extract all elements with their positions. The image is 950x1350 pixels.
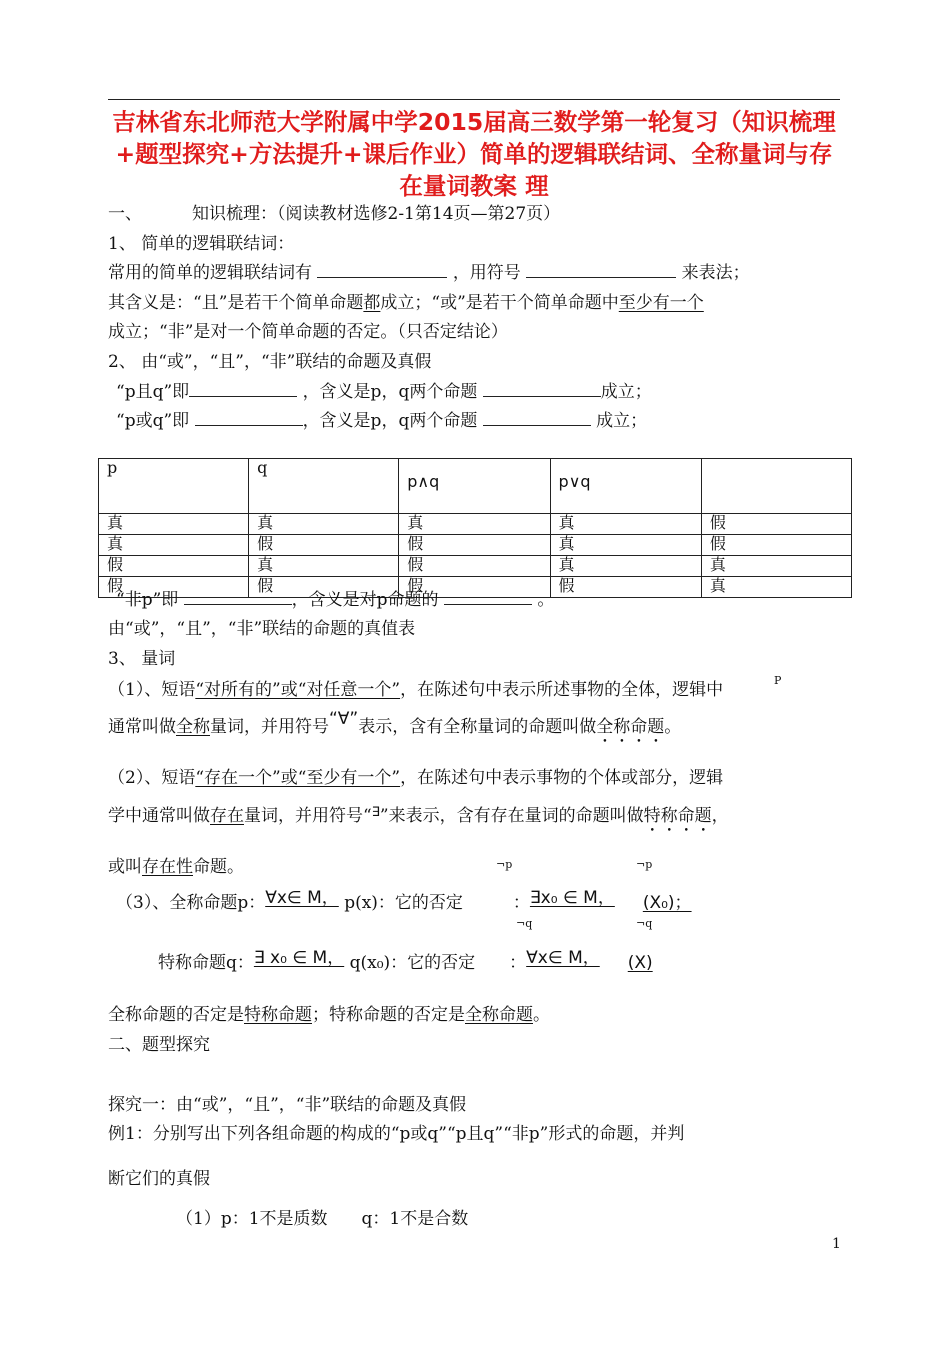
section-number: 一、 [108, 204, 142, 224]
table-cell: 假 [550, 577, 701, 598]
not-definition [116, 589, 554, 611]
text: ，用符号 [452, 263, 521, 283]
existential-quantifier-line3 [108, 856, 244, 878]
example-1-line1: 例1：分别写出下列各组命题的构成的“p或q”“p且q”“非p”形式的命题，并判 [108, 1124, 685, 1144]
text: 。 [664, 717, 682, 737]
example-1-line2: 断它们的真假 [108, 1169, 210, 1189]
table-cell: 真 [249, 556, 399, 577]
text: 量词，并用符号“ [244, 806, 372, 826]
truth-table-caption: 由“或”，“且”，“非”联结的命题的真值表 [108, 619, 416, 639]
neg-p-label: ¬p [636, 858, 653, 871]
table-cell: 假 [249, 535, 399, 556]
table-row [99, 556, 852, 577]
table-header-row [99, 459, 852, 514]
forall-symbol: “∀” [329, 709, 359, 729]
section-heading: 知识梳理：（阅读教材选修2-1第14页—第27页） [192, 204, 561, 224]
text: 常用的简单的逻辑联结词有 [108, 263, 312, 283]
blank-and-truth[interactable] [483, 381, 601, 397]
underlined-text: “对所有的”或“对任意一个” [195, 680, 401, 700]
text: （1）、短语 [108, 680, 196, 700]
negation-expression: ∀x∈ M， [526, 948, 600, 968]
blank-not-meaning[interactable] [444, 589, 532, 605]
text: “非p”即 [116, 590, 179, 610]
text: 量词，并用符号 [210, 717, 329, 737]
exists-symbol: ∃ [371, 805, 380, 820]
underlined-text: 至少有一个 [618, 293, 704, 313]
existential-proposition-line [158, 948, 653, 974]
universal-quantifier-line2 [108, 709, 682, 747]
table-cell: 真 [550, 535, 701, 556]
page-number: 1 [832, 1236, 841, 1252]
text: p(x)：它的否定 [344, 893, 463, 913]
text: 其含义是：“且”是若干个简单命题 [108, 293, 364, 313]
negation-expression: ∃x₀ ∈ M， [529, 888, 615, 908]
text: 命题。 [193, 857, 244, 877]
blank-or[interactable] [195, 410, 303, 426]
table-cell: 真 [399, 514, 550, 535]
table-row [99, 514, 852, 535]
existential-quantifier-line2 [108, 805, 729, 836]
table-cell: 真 [99, 535, 249, 556]
negation-expression: (X) [627, 953, 653, 973]
text: q(x₀)：它的否定 [349, 953, 476, 973]
table-cell: 真 [550, 556, 701, 577]
text: ；特称命题的否定是 [312, 1005, 465, 1025]
text: 表示，含有全称量词的命题叫做 [358, 717, 597, 737]
logic-connectives-heading: 1、 简单的逻辑联结词： [108, 234, 295, 254]
compound-propositions-heading: 2、 由“或”，“且”，“非”联结的命题及真假 [108, 352, 432, 372]
neg-q-label: ¬q [636, 917, 653, 930]
underlined-text: “存在一个”或“至少有一个” [195, 768, 401, 788]
table-header: p∨q [550, 459, 701, 514]
underlined-text: 全称 [176, 717, 210, 737]
table-cell: 假 [701, 535, 851, 556]
underlined-text: 特称命题 [244, 1005, 312, 1025]
text: 学中通常叫做 [108, 806, 210, 826]
text: 成立； [596, 411, 648, 431]
table-cell: 假 [701, 514, 851, 535]
table-header: p [99, 459, 249, 514]
emphasized-text: 特称命题 [643, 806, 712, 826]
table-cell: 真 [99, 514, 249, 535]
explore-one-heading: 探究一：由“或”，“且”，“非”联结的命题及真假 [108, 1095, 467, 1115]
underlined-text: 全称命题 [465, 1005, 533, 1025]
text: ： [509, 953, 527, 973]
text: 通常叫做 [108, 717, 176, 737]
neg-q-label: ¬q [516, 917, 533, 930]
and-definition [116, 381, 652, 403]
text: “p或q”即 [116, 411, 190, 431]
blank-or-truth[interactable] [483, 410, 591, 426]
blank-connectives[interactable] [317, 262, 447, 278]
truth-table [98, 458, 852, 598]
text: 成立；“或”是若干个简单命题中 [380, 293, 619, 313]
underlined-text: 存在 [210, 806, 244, 826]
table-header [701, 459, 851, 514]
section-question-types: 二、题型探究 [108, 1035, 210, 1055]
text: 特称命题q： [158, 953, 254, 973]
text: （2）、短语 [108, 768, 196, 788]
connectives-line [108, 262, 750, 284]
table-cell: 真 [249, 514, 399, 535]
table-cell: 假 [399, 577, 550, 598]
text: ，在陈述句中表示所述事物的全体，逻辑中 [400, 680, 724, 700]
underlined-text: 都 [363, 293, 381, 313]
document-title: 吉林省东北师范大学附属中学2015届高三数学第一轮复习（知识梳理+题型探究+方法提升+课后作业）简单的逻辑联结词、全称量词与存在量词教案 理 [112, 108, 836, 200]
superscript-p: P [774, 674, 782, 687]
table-cell: 假 [249, 577, 399, 598]
text: “p且q”即 [116, 382, 190, 402]
text: ， [711, 806, 729, 826]
forall-expression: ∀x∈ M， [265, 888, 339, 908]
table-cell: 假 [399, 535, 550, 556]
text: （3）、全称命题p： [116, 893, 266, 913]
text: 全称命题的否定是 [108, 1005, 244, 1025]
existential-quantifier-line1 [108, 767, 723, 789]
blank-symbols[interactable] [526, 262, 676, 278]
table-cell: 真 [550, 514, 701, 535]
or-definition [116, 410, 647, 432]
text: ，含义是p，q两个命题 [302, 411, 478, 431]
table-header: q [249, 459, 399, 514]
text: ”来表示，含有存在量词的命题叫做 [379, 806, 644, 826]
table-header: p∧q [399, 459, 550, 514]
quantifier-heading: 3、 量词 [108, 649, 176, 669]
universal-proposition-line [116, 888, 692, 914]
example-1-item-1: （1）p：1不是质数 q：1不是合数 [176, 1209, 469, 1229]
table-cell: 假 [99, 577, 249, 598]
table-row [99, 535, 852, 556]
text: 成立； [600, 382, 652, 402]
negation-expression: (X₀)； [642, 893, 692, 913]
text: 。 [537, 590, 555, 610]
text: ，含义是对p命题的 [291, 590, 439, 610]
header-rule [108, 99, 840, 100]
text: ： [512, 893, 530, 913]
table-cell: 真 [701, 577, 851, 598]
meaning-line-2: 成立；“非”是对一个简单命题的否定。（只否定结论） [108, 322, 508, 342]
blank-and[interactable] [189, 381, 297, 397]
meaning-line [108, 292, 704, 314]
blank-not[interactable] [184, 589, 292, 605]
universal-quantifier-line1 [108, 679, 723, 701]
text: ，含义是p，q两个命题 [302, 382, 478, 402]
text: 。 [533, 1005, 550, 1025]
emphasized-text: 全称命题 [596, 717, 665, 737]
text: 或叫 [108, 857, 142, 877]
underlined-text: 存在性 [142, 857, 193, 877]
text: 来表法； [681, 263, 750, 283]
table-cell: 真 [701, 556, 851, 577]
table-cell: 假 [99, 556, 249, 577]
neg-p-label: ¬p [496, 858, 513, 871]
exists-expression: ∃ x₀ ∈ M， [253, 948, 345, 968]
section-knowledge [108, 203, 560, 225]
negation-summary [108, 1004, 550, 1026]
text: ，在陈述句中表示事物的个体或部分，逻辑 [400, 768, 724, 788]
table-cell: 假 [399, 556, 550, 577]
